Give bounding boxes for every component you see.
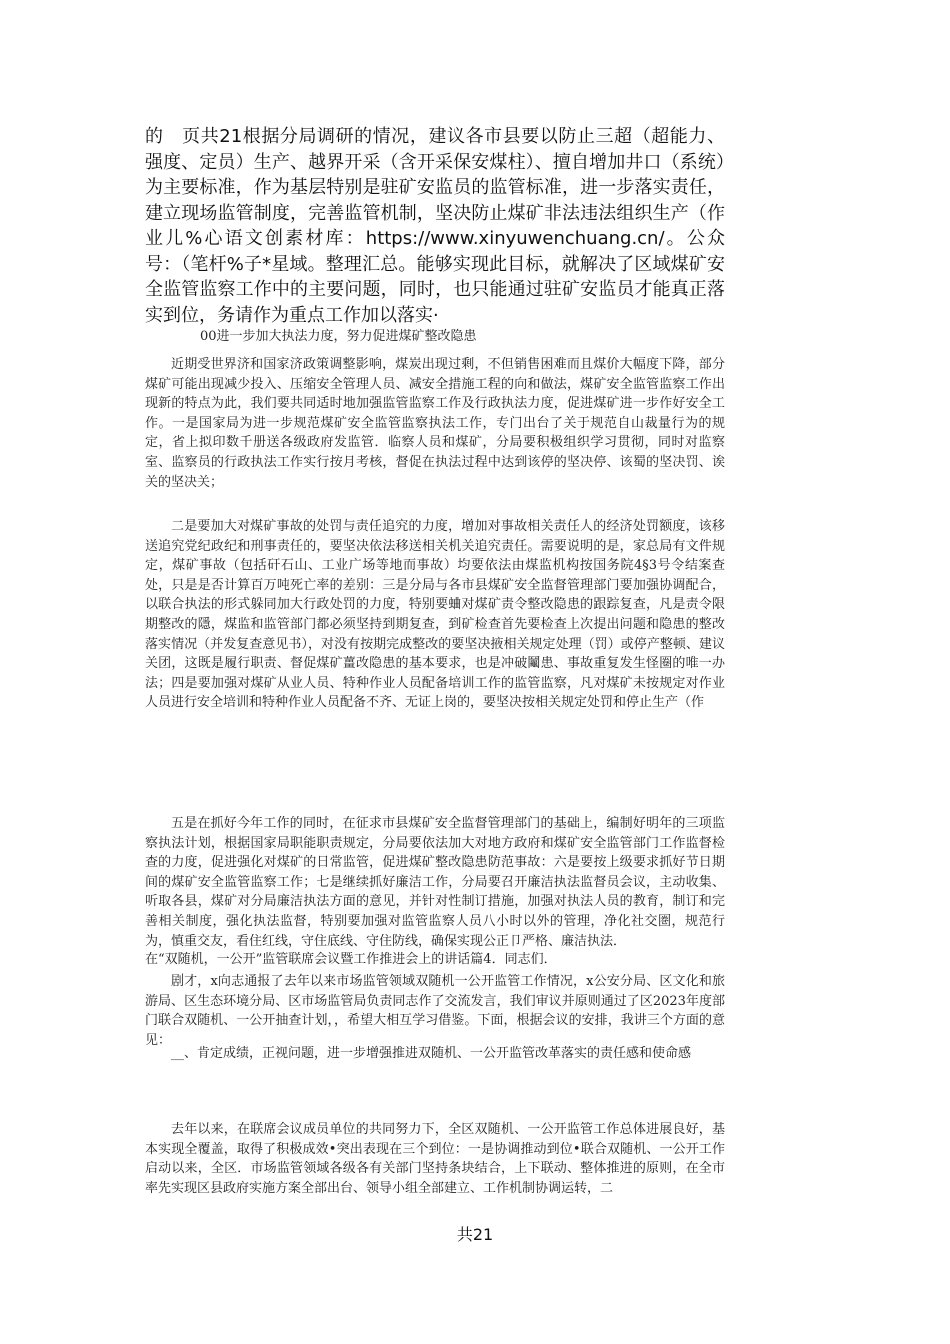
speech-title: 在“双随机，一公开”监管联席会议暨工作推进会上的讲话篇4．同志们． (145, 952, 557, 967)
body-paragraph-2: 二是要加大对煤矿事故的处罚与责任追究的力度，增加对事故相关责任人的经济处罚额度，该移送追究党纪政纪和刑事责任的，要坚决依法移送相关机关追究责任。需要说明的是，家总局有文件规定，煤矿事故（包括矸石山、工业广场等地而事故）均要依法由煤监机构按国务院4§3号令结案查处，只是是否计算百万吨死亡率的差别：三是分局与各市县煤矿安全监督管理部门要加强协调配合，以联合执法的形式躲同加大行政处罚的力度，特别要蛐对煤矿责令整改隐患的跟踪复查，凡是责令限期整改的隱，煤监和监管部门都必须坚持到期复查，到矿检查首先要检查上次提出问题和隐患的整改落实情况（并发复查意见书），对没有按期完成整改的要坚决掖相关规定处理（罚）或停产整顿、建议关团，这既是履行职责、督促煤矿薑改隐患的基本要求，也是冲破鬮患、事故重复发生怪圈的唯一办法；四是要加强对煤矿从业人员、特种作业人员配备培训工作的监管监察，凡对煤矿未按规定对作业人员进行安全培训和特种作业人员配备不齐、无证上岗的，要坚决按相关规定处罚和停止生产（作 (145, 519, 725, 711)
body-paragraph-7: 去年以来，在联席会议成员单位的共同努力下，全区双随机、一公开监管工作总体进展良好，基本实现全覆盖，取得了积极成效•突出表现在三个到位：一是协调推动到位•联合双随机、一公开工作启动以来，全区．市场监管领域各级各有关部门坚持条块结合，上下联动、整体推进的原则，在全市率先实现区县政府实施方案全部出台、领导小组全部建立、工作机制协调运转，二 (145, 1122, 725, 1196)
lead-paragraph: 的 页共21根据分局调研的情况，建议各市县要以防止三超（超能力、强度、定员）生产、越界开采（含开采保安煤柱）、擅自增加井口（系统）为主要标准，作为基层特别是驻矿安监员的监管标准，进一步落实责任，建立现场监管制度，完善监管机制，坚决防止煤矿非法违法组织生产（作业儿%心语文创素材库：https://www.xinyuwenchuang.cn/。公众号：（笔杆%子*星域。整理汇总。能够实现此目标，就解决了区域煤矿安全监管监察工作中的主要问题，同时，也只能通过驻矿安监员才能真正落实到位，务请作为重点工作加以落实· (145, 126, 725, 326)
body-paragraph-3: 五是在抓好今年工作的同时，在征求市县煤矿安全监督管理部门的基础上，编制好明年的三项监察执法计划，根据国家局职能职责规定，分局要依法加大对地方政府和煤矿安全监管部门工作监督检查的力度，促进强化对煤矿的日常监管，促进煤矿整改隐患防范事故：六是要按上级要求抓好节日期间的煤矿安全监管监察工作；七是继续抓好廉洁工作，分局要召开廉洁执法监督员会议，主动收集、听取各县，煤矿对分局廉洁执法方面的意见，并针对性制订措施，加强对执法人员的教育，制订和完善相关制度，强化执法监督，特别要加强对监管监察人员八小时以外的管理，净化社交圏，规范行为，慎重交友，看住红线，守住底线、守住防线，确保实现公正卩严格、廉洁执法． (145, 816, 725, 949)
body-paragraph-5: 剧才，x向志通报了去年以来市场监管领域双随机一公开监管工作情况，x公安分局、区文化和旅游局、区生态环境分局、区市场监管局负责同志作了交流发言，我们审议并原则通过了区2023年度部门联合双随机、一公开抽查计划，，希望大相互学习借鉴。下面，根据会议的安排，我讲三个方面的意见： (145, 974, 725, 1048)
section-heading-2: __、肯定成绩，正视问题，进一步增强推进双随机、一公开监管改革落实的责任感和使命感 (171, 1046, 692, 1061)
body-paragraph-1: 近期受世界济和国家济政策调整影响，煤炭出现过剩，不但销售困难而且煤价大幅度下降，部分煤矿可能出现减少投入、压缩安全管理人员、减安全措施工程的向和做法，煤矿安全监管监察工作出现新的特点为此，我们要共同适时地加强监管监察工作及行政执法力度，促进煤矿进一步作好安全工作。一是国家局为进一步规范煤矿安全监管监察执法工作，专门出台了关于规范自山裁量行为的规定，省上拟印数千册送各级政府发监管．临察人员和煤矿，分局要积极组织学习贯彻，同时对监察室、监察员的行政执法工作实行按月考核，督促在执法过程中达到该停的坚决停、该蜀的坚决罚、诶关的坚决关； (145, 357, 725, 490)
section-heading: 00进一步加大执法力度，努力促进煤矿整改隐患 (200, 329, 477, 344)
page-footer: 共21 (456, 1225, 494, 1244)
